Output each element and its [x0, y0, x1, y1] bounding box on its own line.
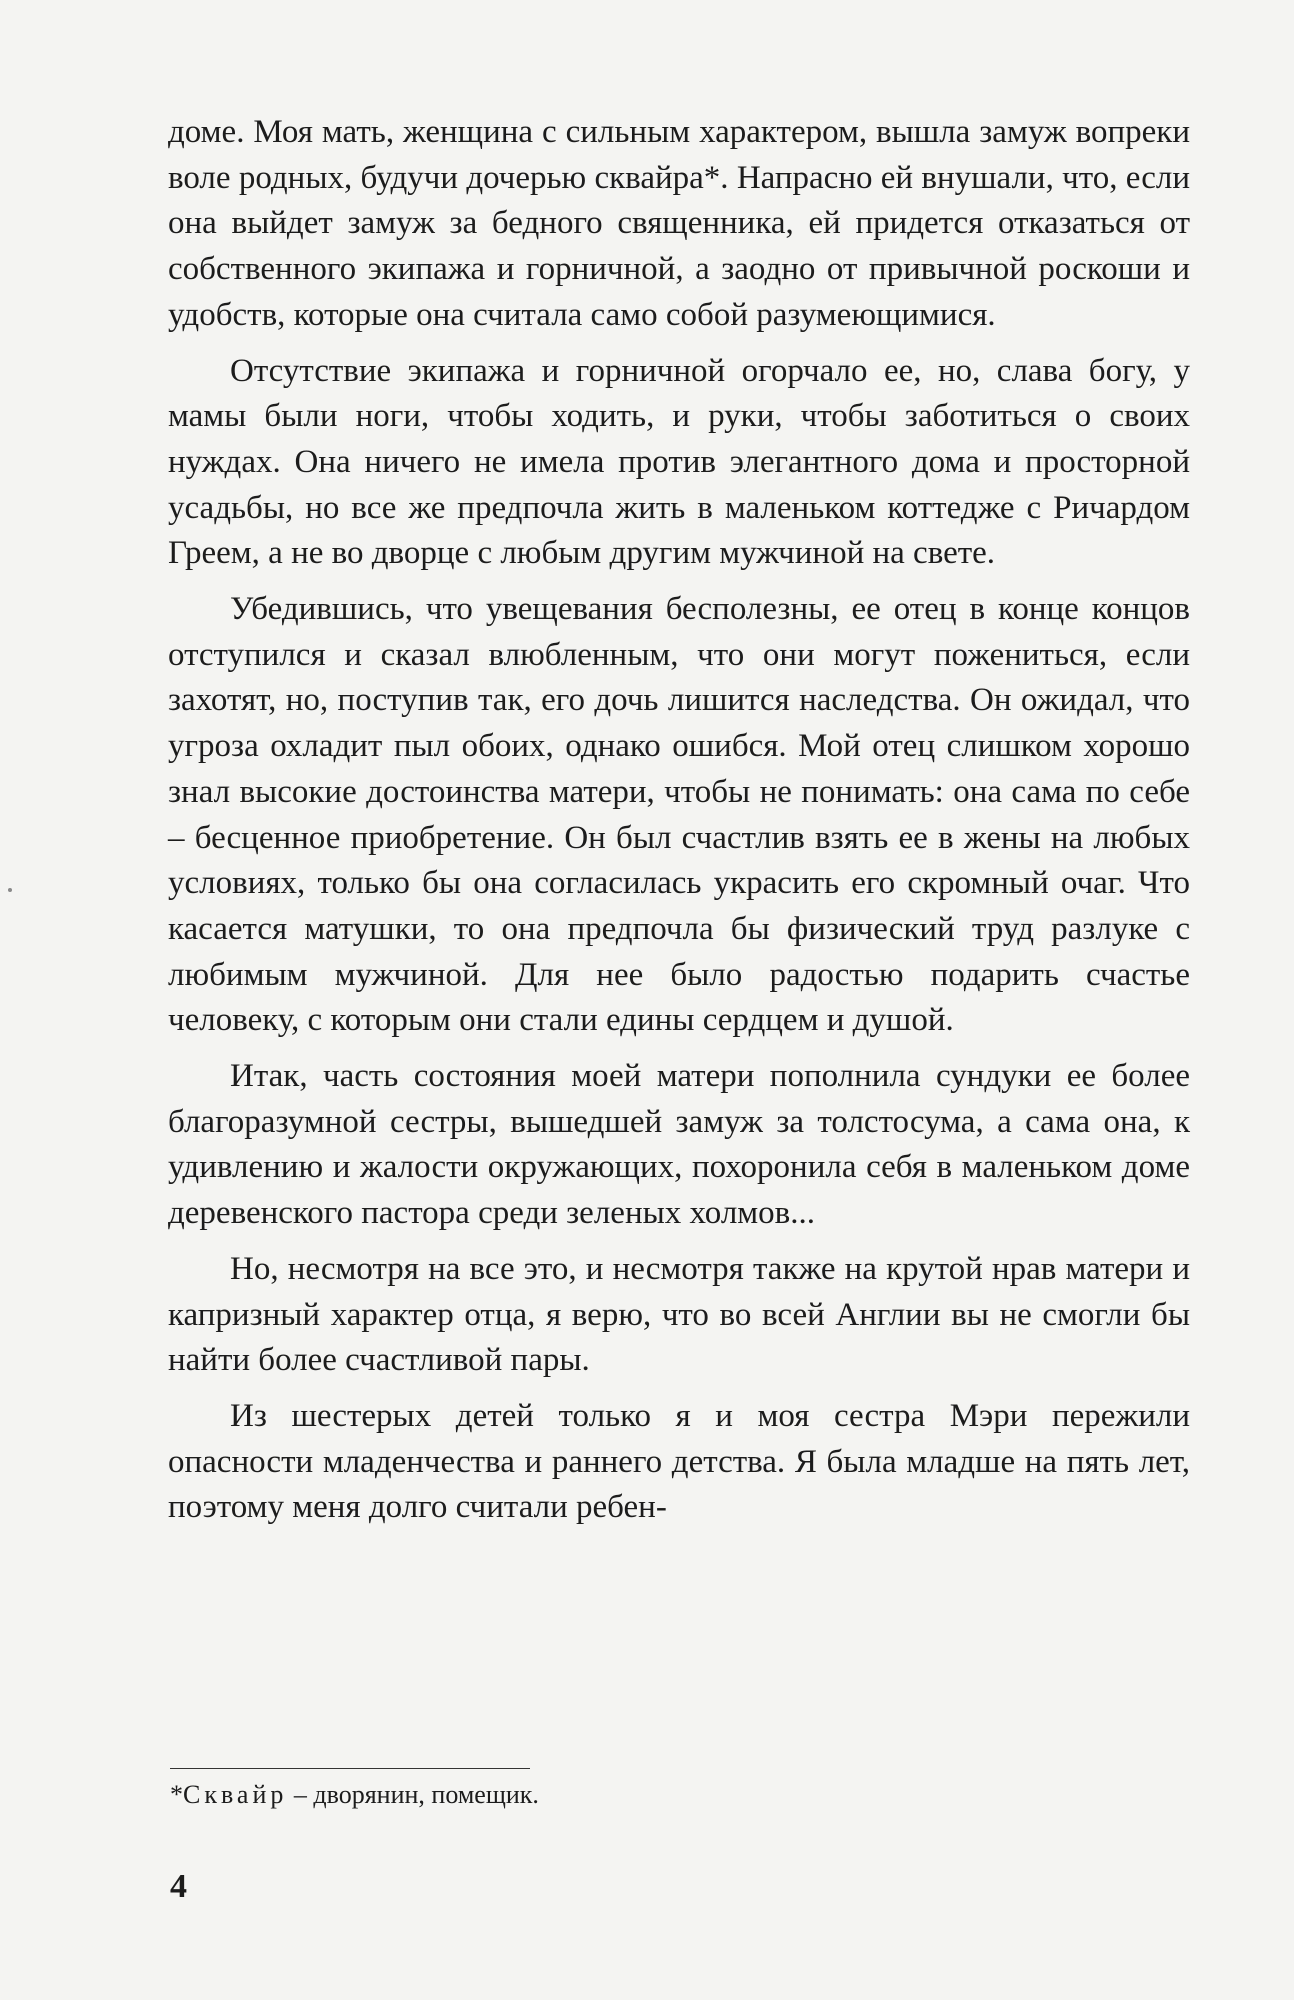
- scan-mark: [8, 888, 12, 892]
- footnote-term: Сквайр: [183, 1780, 288, 1809]
- paragraph: доме. Моя мать, женщина с сильным характером, вышла замуж вопреки воле родных, будучи дочерью сквайра*. Напрасно ей внушали, что, если она выйдет замуж за бедного священника, ей придется отказаться от собственного экипажа и горничной, а заодно от привычной роскоши и удобств, которые она считала само собой разумеющимися.: [168, 114, 1190, 333]
- body-text: [168, 110, 1190, 1541]
- footnote-definition: – дворянин, помещик.: [287, 1780, 539, 1809]
- paragraph: Убедившись, что увещевания бесполезны, ее отец в конце концов отступился и сказал влюбленным, что они могут пожениться, если захотят, но, поступив так, его дочь лишится наследства. Он ожидал, что угроза охладит пыл обоих, однако ошибся. Мой отец слишком хорошо знал высокие достоинства матери, чтобы не понимать: она сама по себе – бесценное приобретение. Он был счастлив взять ее в жены на любых условиях, только бы она согласилась украсить его скромный очаг. Что касается матушки, то она предпочла бы физический труд разлуке с любимым мужчиной. Для нее было радостью подарить счастье человеку, с которым они стали едины сердцем и душой.: [168, 591, 1190, 1039]
- page-number: 4: [170, 1868, 187, 1905]
- paragraph: Отсутствие экипажа и горничной огорчало ее, но, слава богу, у мамы были ноги, чтобы ходить, и руки, чтобы заботиться о своих нуждах. Она ничего не имела против элегантного дома и просторной усадьбы, но все же предпочла жить в маленьком коттедже с Ричардом Греем, а не во дворце с любым другим мужчиной на свете.: [168, 352, 1190, 572]
- footnote: [170, 1778, 1070, 1812]
- paragraph: Из шестерых детей только я и моя сестра Мэри пережили опасности младенчества и раннего детства. Я была младше на пять лет, поэтому меня долго считали ребен-: [168, 1397, 1190, 1526]
- footnote-marker: *: [170, 1780, 183, 1809]
- footnote-divider: [170, 1768, 530, 1769]
- paragraph: Но, несмотря на все это, и несмотря также на крутой нрав матери и капризный характер отца, я верю, что во всей Англии вы не смогли бы найти более счастливой пары.: [168, 1250, 1190, 1379]
- paragraph: Итак, часть состояния моей матери пополнила сундуки ее более благоразумной сестры, вышедшей замуж за толстосума, а сама она, к удивлению и жалости окружающих, похоронила себя в маленьком доме деревенского пастора среди зеленых холмов...: [168, 1058, 1190, 1232]
